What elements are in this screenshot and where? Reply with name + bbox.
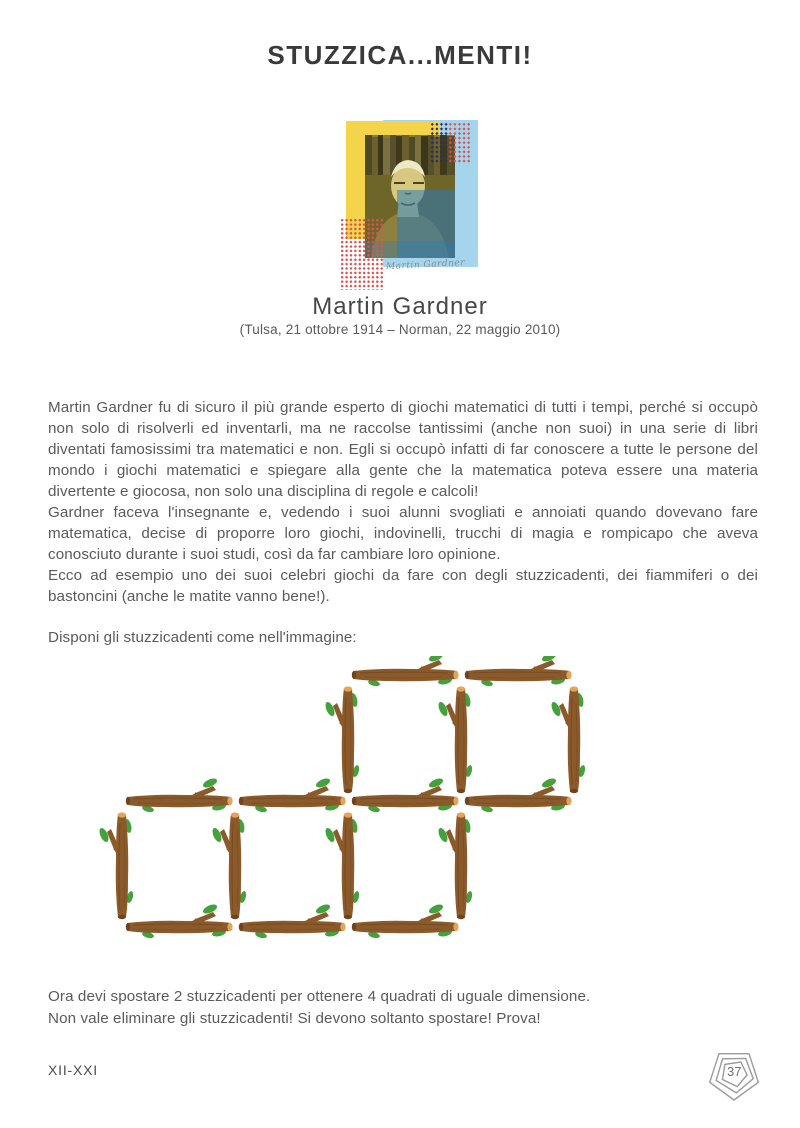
dot-pattern-bottom-left <box>340 218 384 290</box>
twig-stick <box>352 777 459 814</box>
red-dots <box>448 122 472 164</box>
twig-stick <box>352 656 459 687</box>
pentagon-page-logo <box>702 1038 766 1108</box>
twig-stick <box>239 777 346 814</box>
person-dates: (Tulsa, 21 ottobre 1914 – Norman, 22 maggio 2010) <box>239 322 561 337</box>
twig-stick <box>465 777 572 814</box>
paragraph: Martin Gardner fu di sicuro il più grande esperto di giochi matematici di tutti i tempi, perché si occupò non solo di risolverli ed inventarli, ma ne raccolse tantissimi (anche non suoi) in una serie di libri diventati famosissimi tra matematici e non. Egli si occupò infatti di far conoscere a tutte le persone del mondo i giochi matematici e spiegare alla gente che la matematica poteva essere una materia divertente e giocosa, non solo una disciplina di regole e calcoli! <box>48 399 758 500</box>
twig-stick <box>211 812 248 919</box>
paragraph: Gardner faceva l'insegnante e, vedendo i suoi alunni svogliati e annoiati quando dovevano fare matematica, decise di proporre loro giochi, indovinelli, trucchi di magia e rompicapo che aveva conosciuto durante i suoi studi, così da far cambiare loro opinione. <box>48 504 758 563</box>
page-title: STUZZICA...MENTI! <box>267 40 533 70</box>
puzzle-instruction: Disponi gli stuzzicadenti come nell'immagine: <box>48 629 357 646</box>
puzzle-illustration <box>95 656 705 968</box>
twig-stick <box>437 812 474 919</box>
twig-stick <box>352 903 459 940</box>
twig-stick <box>98 812 135 919</box>
portrait-collage <box>340 108 480 290</box>
twig-stick <box>324 686 361 793</box>
person-name: Martin Gardner <box>312 293 488 320</box>
twig-stick <box>324 812 361 919</box>
twig-stick <box>550 686 587 793</box>
twig-stick <box>239 903 346 940</box>
stick-layer <box>98 656 587 939</box>
page-number: 37 <box>727 1064 742 1079</box>
task-text <box>48 986 758 1030</box>
twig-stick <box>126 777 233 814</box>
task-line: Non vale eliminare gli stuzzicadenti! Si devono soltanto spostare! Prova! <box>48 1010 541 1027</box>
article-body <box>48 397 758 607</box>
footer-edition-label: XII-XXI <box>48 1062 98 1078</box>
twig-stick <box>126 903 233 940</box>
gardner-signature: Martin Gardner <box>385 257 466 273</box>
dot-pattern-top-right <box>430 122 472 164</box>
twig-stick <box>437 686 474 793</box>
navy-dots <box>430 122 448 164</box>
paragraph: Ecco ad esempio uno dei suoi celebri giochi da fare con degli stuzzicadenti, dei fiammiferi o dei bastoncini (anche le matite vanno bene!). <box>48 567 758 605</box>
twig-stick <box>465 656 572 687</box>
task-line: Ora devi spostare 2 stuzzicadenti per ottenere 4 quadrati di uguale dimensione. <box>48 988 591 1005</box>
